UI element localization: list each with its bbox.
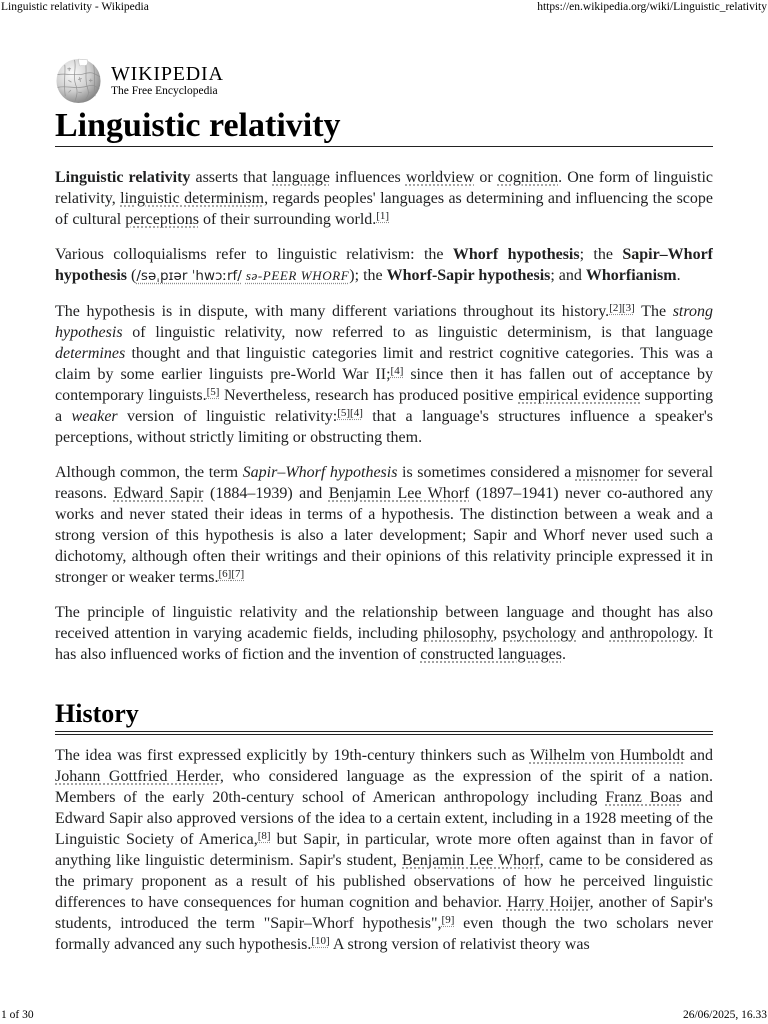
history-section [55,735,713,955]
text-run: , [493,625,503,642]
text-run: asserts that [190,169,273,186]
citation-5-link[interactable]: [5] [206,385,220,398]
bold-term: Whorf hypothesis [452,246,580,263]
citation-4-link[interactable]: [4] [390,364,404,377]
text-run: The principle of linguistic relativity and the relationship between language and thought has also received attention in varying academic fields, including [55,604,713,642]
citation-4-link[interactable]: [4] [350,406,363,419]
text-run: Various colloquialisms refer to linguistic relativism: the [55,246,453,263]
link-language[interactable]: language [272,169,330,186]
text-run: thought and that linguistic categories limit and restrict cognitive categories. This was a claim by some earlier linguists pre-World War II; [55,345,713,383]
text-run: or [474,169,498,186]
wikipedia-logo[interactable] [55,56,713,104]
paragraph [55,167,713,230]
print-footer [0,1008,768,1023]
text-run: that a language's structures influence a speaker's perceptions, without strictly limiting or obstructing them. [55,408,713,446]
link-franz-boas[interactable]: Franz Boas [605,789,682,806]
print-page-title: Linguistic relativity - Wikipedia [1,1,149,13]
text-run: . One form of linguistic relativity, [55,169,713,207]
link-benjamin-lee-whorf[interactable]: Benjamin Lee Whorf [328,485,470,502]
link-worldview[interactable]: worldview [405,169,475,186]
bold-term: Sapir–Whorf hypothesis [55,246,713,284]
text-run: , another of Sapir's students, introduced the term "Sapir–Whorf hypothesis", [55,894,713,932]
ipa-pronunciation-link[interactable]: /səˌpɪər ˈhwɔːrf/ [136,268,242,284]
text-run: for several reasons. [55,464,713,502]
citation-5-link[interactable]: [5] [337,406,351,419]
text-run: . [561,646,566,663]
bold-term: Linguistic relativity [55,169,191,186]
page-indicator: 1 of 30 [1,1009,34,1021]
text-run: and [684,747,713,764]
text-run: of linguistic relativity, now referred to as linguistic determinism, is that language [122,324,713,341]
citation-8-link[interactable]: [8] [257,829,271,842]
section-heading-history: History [55,699,713,735]
text-run: , regards peoples' languages as determining and influencing the scope of cultural [55,190,713,228]
logo-text [111,63,224,98]
intro-section [55,153,713,665]
wikipedia-tagline: The Free Encyclopedia [111,84,218,97]
citation-1-link[interactable]: [1] [376,209,390,222]
text-run: and [576,625,610,642]
italic-text: Sapir–Whorf hypothesis [242,464,398,481]
link-misnomer[interactable]: misnomer [575,464,640,481]
text-run: influences [329,169,406,186]
link-anthropology[interactable]: anthropology [609,625,695,642]
link-empirical-evidence[interactable]: empirical evidence [518,387,640,404]
link-philosophy[interactable]: philosophy [423,625,494,642]
text-run: and Edward Sapir also approved versions of the idea to a certain extent, including in a 1928 meeting of the Linguistic Society of America, [55,789,713,848]
text-run: Nevertheless, research has produced positive [219,387,519,404]
text-run: ; the [579,246,623,263]
text-run: ; and [550,267,586,284]
link-benjamin-lee-whorf[interactable]: Benjamin Lee Whorf [402,852,540,869]
text-run: version of linguistic relativity: [117,408,338,425]
citation-2-link[interactable]: [2] [609,301,623,314]
bold-term: Whorf-Sapir hypothesis [386,267,551,284]
text-run: even though the two scholars never formally advanced any such hypothesis. [55,915,713,953]
citation-6-link[interactable]: [6] [218,567,232,580]
pronunciation-respelling-link[interactable]: sə-PEER WHORF [245,268,350,283]
print-timestamp: 26/06/2025, 16.33 [682,1009,767,1021]
text-run: ( [127,267,137,284]
paragraph [55,462,713,588]
text-run: Although common, the term [55,464,243,481]
link-edward-sapir[interactable]: Edward Sapir [113,485,204,502]
text-run: of their surrounding world. [198,211,377,228]
text-run: , came to be considered as the primary proponent as a result of his published observations of how he perceived linguistic differences to have consequences for human cognition and behavior. [55,852,713,911]
citation-7-link[interactable]: [7] [231,567,245,580]
text-run: . It has also influenced works of fiction and the invention of [55,625,713,663]
citation-9-link[interactable]: [9] [441,913,455,926]
citation-10-link[interactable]: [10] [311,934,330,947]
link-wilhelm-von-humboldt[interactable]: Wilhelm von Humboldt [529,747,685,764]
link-johann-gottfried-herder[interactable]: Johann Gottfried Herder [55,768,220,785]
link-perceptions[interactable]: perceptions [125,211,199,228]
article-content [55,56,713,955]
italic-text: determines [55,345,126,362]
italic-text: weaker [71,408,118,425]
link-harry-hoijer[interactable]: Harry Hoijer [506,894,590,911]
text-run: The hypothesis is in dispute, with many different variations throughout its history. [55,303,610,320]
paragraph [55,745,713,955]
link-linguistic-determinism[interactable]: linguistic determinism [120,190,265,207]
globe-sphere [56,58,100,102]
text-run: (1884–1939) and [203,485,329,502]
italic-text: strong hypothesis [55,303,713,341]
text-run: ); the [349,267,387,284]
page-title: Linguistic relativity [55,108,713,147]
link-constructed-languages[interactable]: constructed languages [420,646,562,663]
text-run: is sometimes considered a [397,464,576,481]
text-run: supporting a [55,387,713,425]
text-run: since then it has fallen out of acceptance by contemporary linguists. [55,366,713,404]
text-run: (1897–1941) never co-authored any works and never stated their ideas in terms of a hypothesis. The distinction between a weak and a strong version of this hypothesis is also a later development; Sapir and Whorf never used such a dichotomy, although often their writings and their opinions of this relativity principle expressed it in stronger or weaker terms. [55,485,713,586]
link-psychology[interactable]: psychology [502,625,577,642]
wikipedia-globe-icon [55,57,102,104]
wikipedia-wordmark: WIKIPEDIA [111,62,224,85]
paragraph [55,244,713,287]
paragraph [55,602,713,665]
text-run: . [676,267,681,284]
text-run: The idea was first expressed explicitly by 19th-century thinkers such as [55,747,530,764]
text-run: but Sapir, in particular, wrote more often against than in favor of anything like linguistic determinism. Sapir's student, [55,831,713,869]
bold-term: Whorfianism [585,267,677,284]
text-run: The [634,303,673,320]
print-page-url: https://en.wikipedia.org/wiki/Linguistic_relativity [537,1,767,13]
text-run: , who considered language as the expression of the spirit of a nation. Members of the early 20th-century school of American anthropology including [55,768,713,806]
text-run: A strong version of relativist theory was [329,936,590,953]
paragraph [55,301,713,448]
print-header [0,0,768,15]
link-cognition[interactable]: cognition [497,169,559,186]
citation-3-link[interactable]: [3] [622,301,635,314]
